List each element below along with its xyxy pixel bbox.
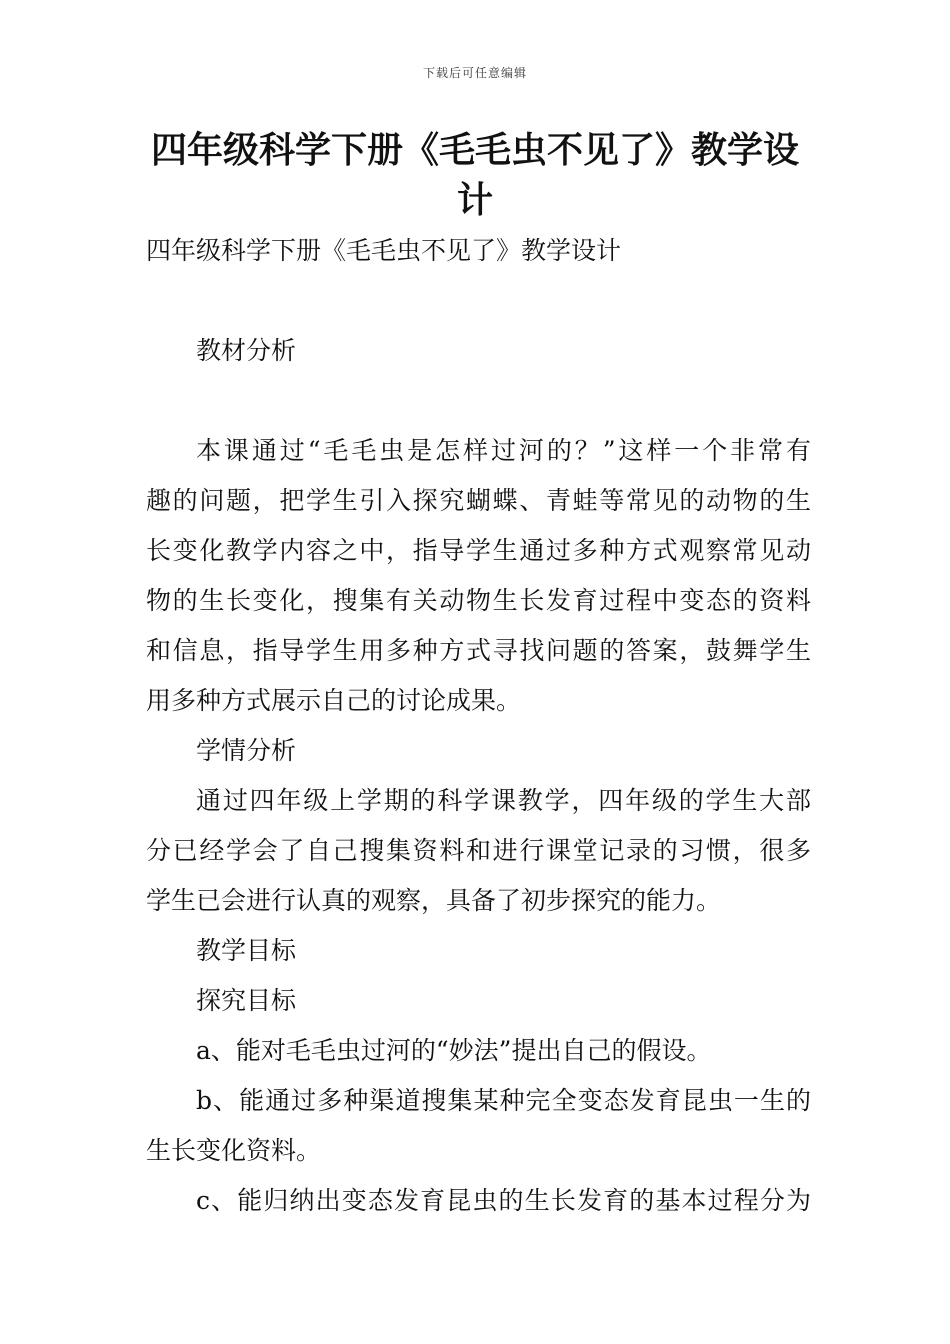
heading-material-analysis: 教材分析 xyxy=(196,336,297,365)
document-title xyxy=(120,126,830,226)
paragraph-line: 和信息，指导学生用多种方式寻找问题的答案，鼓舞学生 xyxy=(146,636,811,665)
document-body xyxy=(146,226,811,1226)
paragraph-line: 长变化教学内容之中，指导学生通过多种方式观察常见动 xyxy=(146,536,811,565)
blank-line xyxy=(146,276,811,326)
goal-item-c: c、能归纳出变态发育昆虫的生长发育的基本过程分为 xyxy=(196,1186,811,1215)
goal-item-b-line: 生长变化资料。 xyxy=(146,1136,322,1165)
title-line-1: 四年级科学下册《毛毛虫不见了》教学设 xyxy=(150,130,799,171)
goal-item-a: a、能对毛毛虫过河的“妙法”提出自己的假设。 xyxy=(196,1036,712,1065)
heading-student-analysis: 学情分析 xyxy=(196,736,297,765)
paragraph-line: 物的生长变化，搜集有关动物生长发育过程中变态的资料 xyxy=(146,586,811,615)
paragraph-line: 趣的问题，把学生引入探究蝴蝶、青蛙等常见的动物的生 xyxy=(146,486,811,515)
title-line-2: 计 xyxy=(456,180,493,221)
heading-inquiry-goals: 探究目标 xyxy=(196,986,297,1015)
goal-item-b-line: b、能通过多种渠道搜集某种完全变态发育昆虫一生的 xyxy=(196,1086,811,1115)
paragraph-line: 分已经学会了自己搜集资料和进行课堂记录的习惯，很多 xyxy=(146,836,811,865)
blank-line xyxy=(146,376,811,426)
paragraph-line: 用多种方式展示自己的讨论成果。 xyxy=(146,686,522,715)
subtitle: 四年级科学下册《毛毛虫不见了》教学设计 xyxy=(146,236,622,265)
page-header-note: 下载后可任意编辑 xyxy=(422,66,527,80)
paragraph-line: 本课通过“毛毛虫是怎样过河的？”这样一个非常有 xyxy=(196,436,811,465)
paragraph-line: 通过四年级上学期的科学课教学，四年级的学生大部 xyxy=(196,786,811,815)
paragraph-line: 学生已会进行认真的观察，具备了初步探究的能力。 xyxy=(146,886,722,915)
heading-teaching-goals: 教学目标 xyxy=(196,936,297,965)
